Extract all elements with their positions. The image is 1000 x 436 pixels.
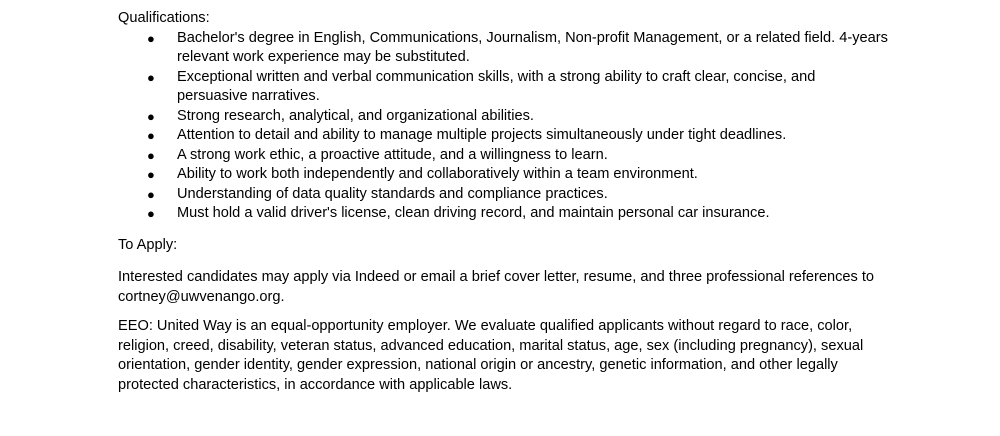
qualification-text: Exceptional written and verbal communication skills, with a strong ability to craft clear, concise, and persuasive narratives. <box>177 68 816 104</box>
bullet-icon: ● <box>147 69 155 85</box>
qualification-text: Must hold a valid driver's license, clean driving record, and maintain personal car insurance. <box>177 205 770 221</box>
list-item <box>118 29 888 68</box>
qualification-text: Bachelor's degree in English, Communications, Journalism, Non-profit Management, or a related field. 4-years relevant work experience may be substituted. <box>177 29 888 65</box>
bullet-icon: ● <box>147 206 155 221</box>
list-item <box>118 68 888 107</box>
bullet-icon: ● <box>147 167 155 182</box>
qualification-text: Ability to work both independently and collaboratively within a team environment. <box>177 166 698 182</box>
eeo-statement: EEO: United Way is an equal-opportunity employer. We evaluate qualified applicants without regard to race, color, religion, creed, disability, veteran status, advanced education, marital status, age, sex (including pregnancy), sexual orientation, gender identity, gender expression, national origin or ancestry, genetic information, and other legally protected characteristics, in accordance with applicable laws. <box>118 318 864 393</box>
qualifications-list <box>118 29 888 224</box>
list-item <box>118 107 888 127</box>
qualification-text: Attention to detail and ability to manage multiple projects simultaneously under tight deadlines. <box>177 127 787 143</box>
qualification-text: Understanding of data quality standards and compliance practices. <box>177 185 608 202</box>
qualification-text: Strong research, analytical, and organizational abilities. <box>177 107 534 124</box>
list-item <box>118 204 888 224</box>
list-item <box>118 126 888 146</box>
list-item <box>118 165 888 185</box>
apply-instructions: Interested candidates may apply via Indeed or email a brief cover letter, resume, and three professional references to cortney@uwvenango.org. <box>118 269 875 305</box>
job-posting-document <box>118 9 888 395</box>
bullet-icon: ● <box>147 186 155 202</box>
bullet-icon: ● <box>147 128 155 143</box>
qualification-text: A strong work ethic, a proactive attitude, and a willingness to learn. <box>177 146 608 163</box>
list-item <box>118 146 888 166</box>
qualifications-heading: Qualifications: <box>118 10 210 26</box>
bullet-icon: ● <box>147 147 155 163</box>
list-item <box>118 185 888 205</box>
bullet-icon: ● <box>147 108 155 124</box>
bullet-icon: ● <box>147 30 155 46</box>
to-apply-heading: To Apply: <box>118 236 178 253</box>
